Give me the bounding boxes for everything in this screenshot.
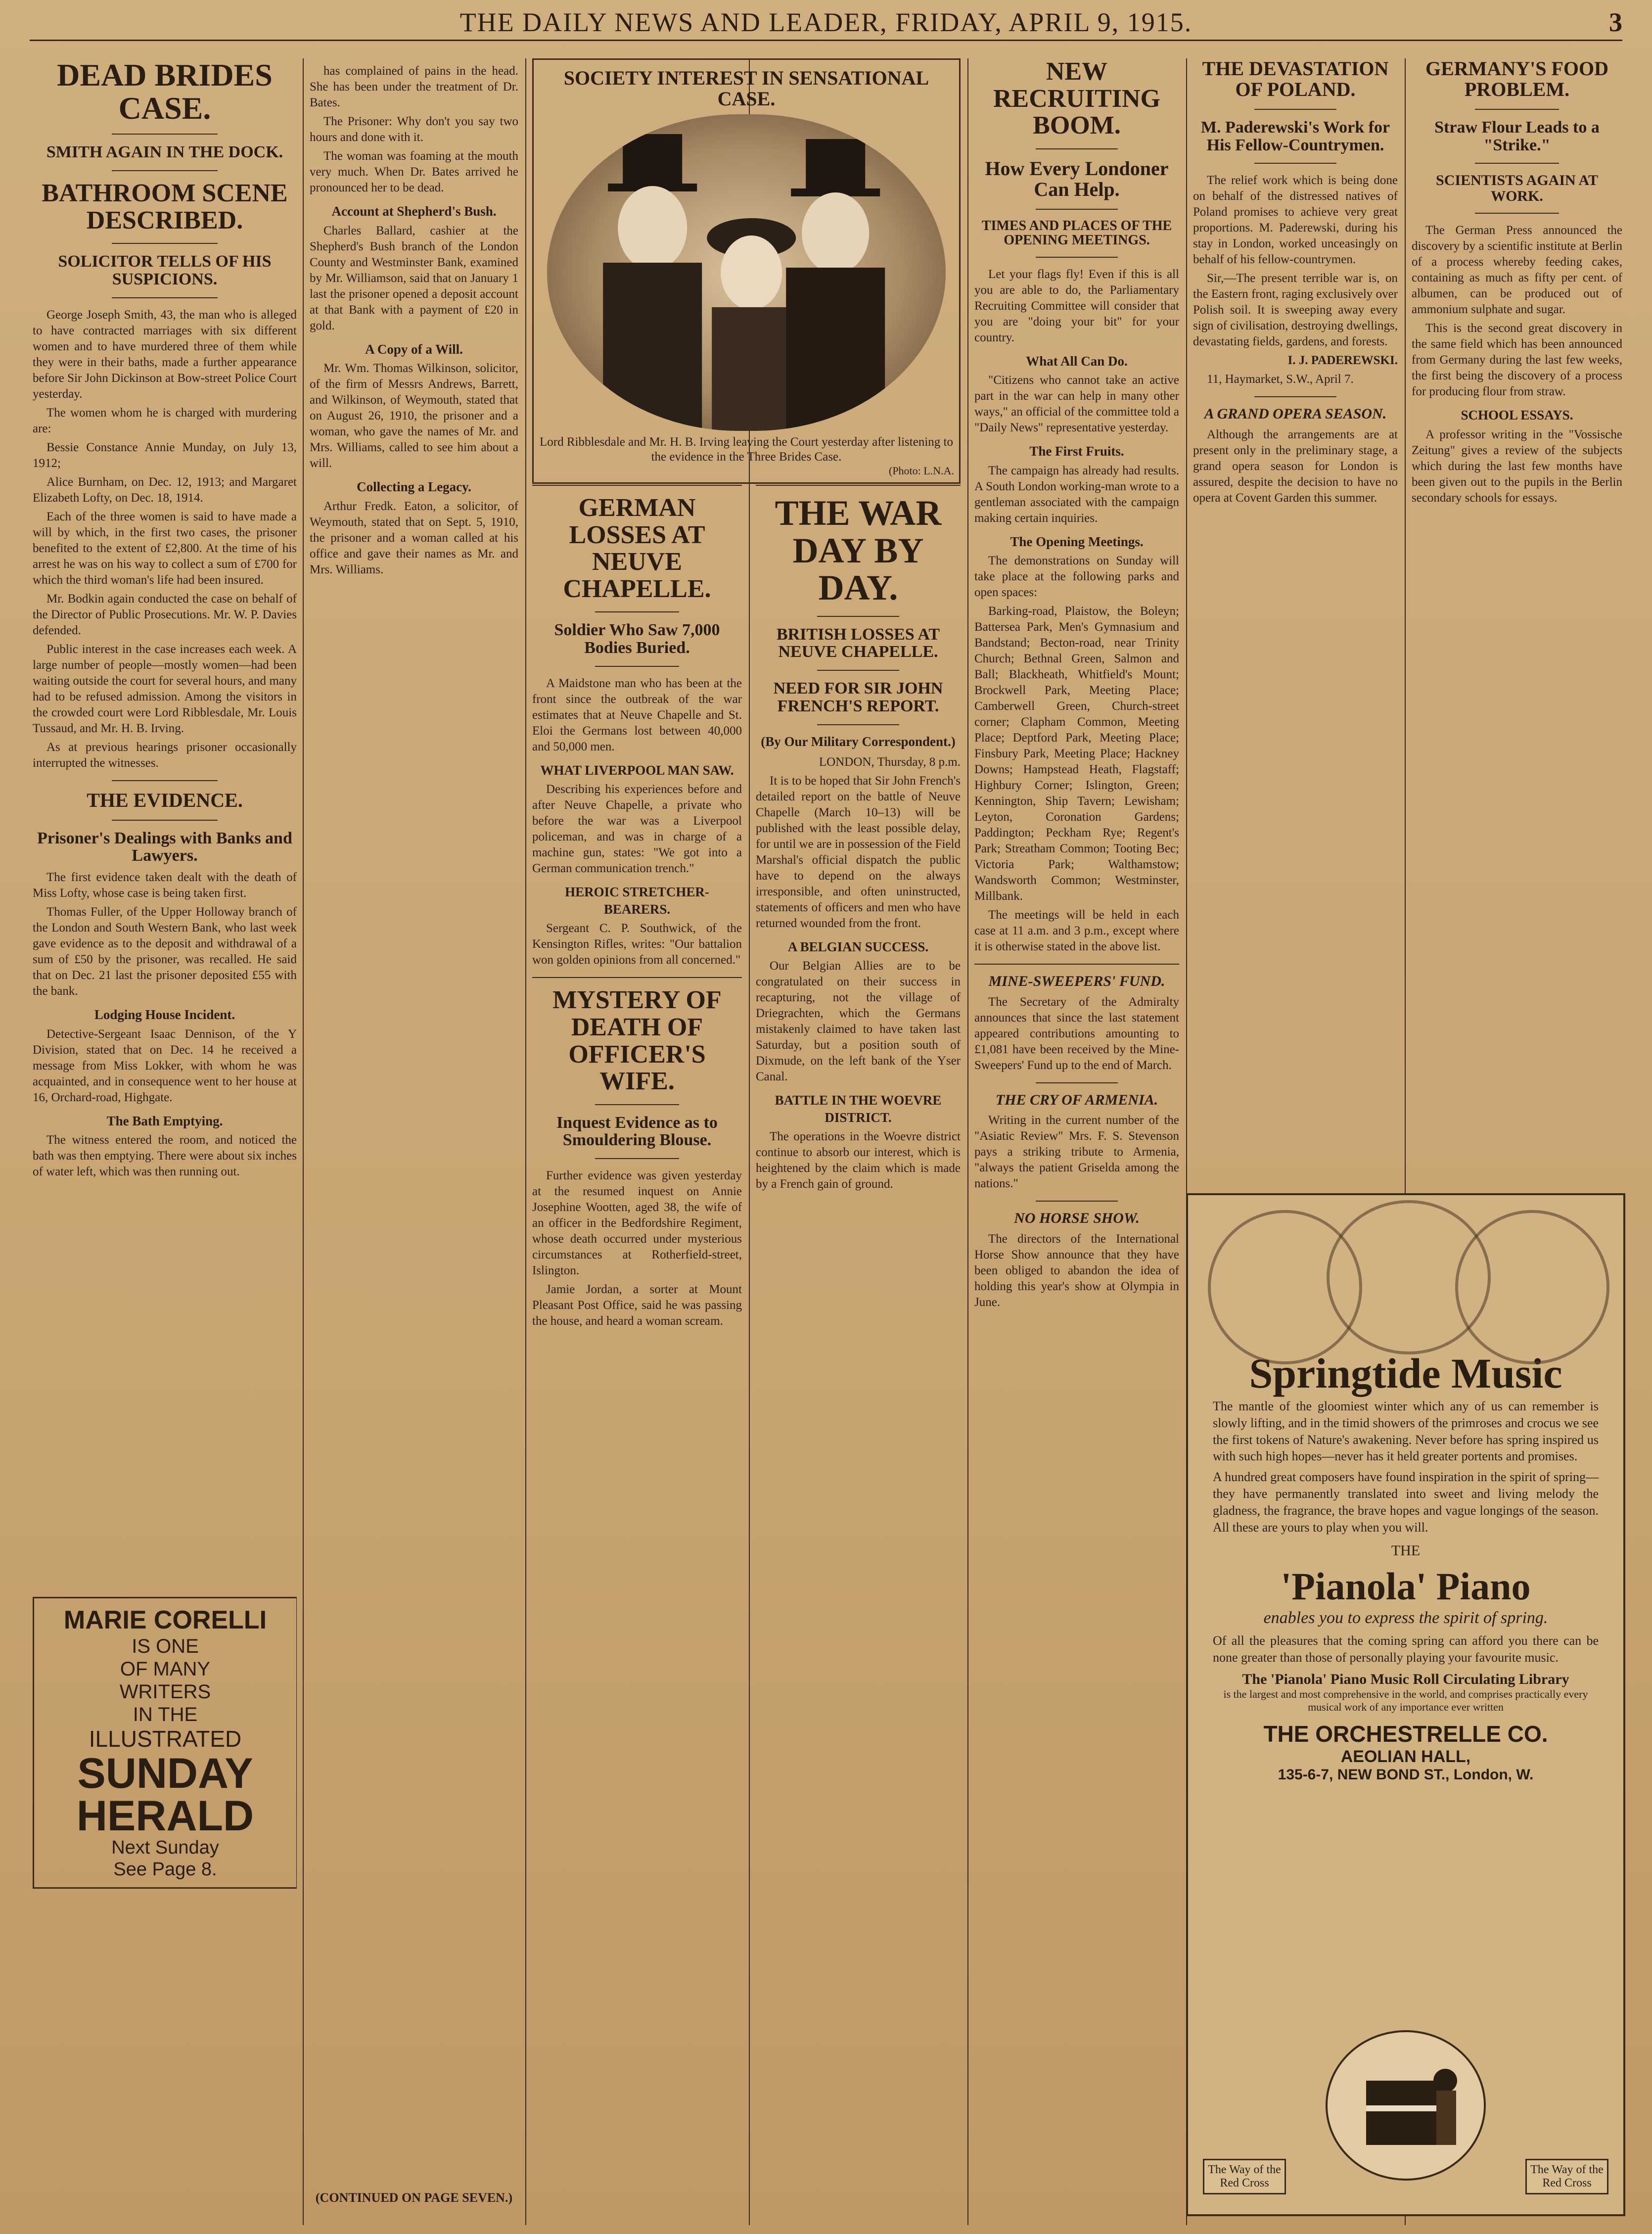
piano-player-illustration bbox=[1322, 2026, 1490, 2185]
column-rule bbox=[967, 58, 968, 2225]
floral-ornament bbox=[1455, 1210, 1609, 1364]
article-body bbox=[532, 676, 742, 969]
paragraph: The German Press announced the discovery by a scientific institute at Berlin of a process whereby feeding cakes, containing as much as fifty per cent. of albumen, can be produced out of ammonium sulphate and sugar. bbox=[1412, 224, 1622, 317]
paragraph: A Maidstone man who has been at the front since the outbreak of the war estimates that at Neuve Chapelle and St. Eloi the Germans lost between 40,000 and 50,000 men. bbox=[532, 676, 742, 753]
paragraph: Arthur Fredk. Eaton, a solicitor, of Weymouth, stated that on Sept. 5, 1910, the prisoner and a woman called at his office and gave their names as Mr. and Mrs. Williams. bbox=[310, 499, 518, 576]
paragraph: Charles Ballard, cashier at the Shepherd's Bush branch of the London County and Westminster Bank, examined by Mr. Williamson, said that on January 1 last the prisoner opened a deposit account at that Bank with a payment of £20 in gold. bbox=[310, 224, 518, 332]
section-heading: THE EVIDENCE. bbox=[87, 789, 243, 811]
column-4 bbox=[756, 485, 961, 2225]
paragraph: Let your flags fly! Even if this is all you are able to do, the Parliamentary Recruiting Committee will consider that you are "doing your bit" for your country. bbox=[974, 267, 1179, 344]
subheading: A Copy of a Will. bbox=[365, 341, 463, 357]
paragraph: The relief work which is being done on behalf of the distressed natives of Poland promises to achieve very great proportions. M. Paderewski, during his stay in London, worked unceasingly on behalf of his fellow-countrymen. bbox=[1193, 174, 1398, 267]
ad-note: is the largest and most comprehensive in the world, and comprises practically every musical work of any importance ever written bbox=[1223, 1687, 1588, 1713]
paragraph: The operations in the Woevre district continue to absorb our interest, which is heightened by the claim which is made by a French gain of ground. bbox=[756, 1130, 961, 1191]
paragraph: A professor writing in the "Vossische Zeitung" gives a review of the subjects which during the last few months have been given out to the pupils in the Berlin secondary schools for essays. bbox=[1412, 427, 1622, 505]
paragraph: Sergeant C. P. Southwick, of the Kensington Rifles, writes: "Our battalion won golden opinions from all concerned." bbox=[532, 922, 742, 967]
column-2 bbox=[310, 58, 518, 2225]
address: 11, Haymarket, S.W., April 7. bbox=[1207, 372, 1354, 386]
subheading: Account at Shepherd's Bush. bbox=[331, 204, 497, 219]
ad-title: Springtide Music bbox=[1249, 1350, 1562, 1397]
subheading: The Bath Emptying. bbox=[106, 1113, 223, 1128]
masthead bbox=[30, 4, 1622, 41]
deck: BATHROOM SCENE DESCRIBED. bbox=[42, 179, 288, 234]
ad-line: OF MANY bbox=[120, 1658, 211, 1680]
ad-brand: 'Pianola' Piano bbox=[1281, 1565, 1531, 1608]
photo-credit: (Photo: L.N.A. bbox=[889, 465, 954, 477]
ad-line: ILLUSTRATED bbox=[89, 1726, 242, 1752]
paragraph: Public interest in the case increases each week. A large number of people—mostly women—had been waiting outside the court for several hours, and many had to be refused admission. Among the visitors in the crowded court were Lord Ribblesdale, Mr. Louis Tussaud, and Mr. H. B. Irving. bbox=[33, 642, 297, 735]
subheading: MINE-SWEEPERS' FUND. bbox=[988, 973, 1165, 990]
byline: (By Our Military Correspondent.) bbox=[761, 734, 956, 749]
ad-line: IS ONE bbox=[132, 1635, 199, 1657]
paragraph: Mr. Bodkin again conducted the case on behalf of the Director of Public Prosecutions. Mr. W. P. Davies defended. bbox=[33, 592, 297, 637]
subheading: HEROIC STRETCHER-BEARERS. bbox=[565, 884, 709, 917]
subheading: What All Can Do. bbox=[1026, 353, 1128, 369]
article-body bbox=[33, 307, 297, 771]
subheading: THE CRY OF ARMENIA. bbox=[995, 1091, 1158, 1108]
ad-the: THE bbox=[1391, 1542, 1421, 1559]
paragraph: has complained of pains in the head. She has been under the treatment of Dr. Bates. bbox=[310, 64, 518, 109]
paragraph: The women whom he is charged with murdering are: bbox=[33, 406, 297, 435]
headline: GERMAN LOSSES AT NEUVE CHAPELLE. bbox=[563, 494, 711, 603]
article-body bbox=[532, 1168, 742, 1329]
article-body bbox=[974, 267, 1179, 955]
paragraph: The campaign has already had results. A South London working-man wrote to a gentleman associated with the campaign making certain inquiries. bbox=[974, 464, 1179, 525]
paragraph: Sir,—The present terrible war is, on the Eastern front, raging exclusively over Polish soil. It is sweeping away every sign of civilisation, destroying dwellings, devastating fields, gardens, and forests. bbox=[1193, 272, 1398, 349]
deck: SOLICITOR TELLS OF HIS SUSPICIONS. bbox=[58, 252, 272, 288]
article-body bbox=[1412, 223, 1622, 506]
red-cross-box: The Way of the Red Cross bbox=[1203, 2159, 1286, 2194]
headline: MYSTERY OF DEATH OF OFFICER'S WIFE. bbox=[552, 986, 722, 1096]
column-rule bbox=[303, 58, 304, 2225]
paragraph: It is to be hoped that Sir John French's detailed report on the battle of Neuve Chapelle (March 10–13) will be published with the least possible delay, for until we are in possession of the Field Marshal's official dispatch the public have to depend on the always irresponsible, and often uninstructed, statements of officers and men who have returned wounded from the front. bbox=[756, 774, 961, 930]
paragraph: Detective-Sergeant Isaac Dennison, of the Y Division, stated that on Dec. 14 he received a message from Miss Lokker, with whom he was acquainted, and in consequence went to her house at 16, Orchard-road, Highgate. bbox=[33, 1027, 297, 1104]
ad-company: THE ORCHESTRELLE CO. bbox=[1263, 1721, 1548, 1747]
paragraph: Describing his experiences before and after Neuve Chapelle, a private who before the war was a Liverpool policeman, and was in charge of a machine gun, states: "We got into a German communication trench." bbox=[532, 783, 742, 876]
column-6 bbox=[1193, 58, 1398, 1186]
subheading: WHAT LIVERPOOL MAN SAW. bbox=[540, 762, 734, 778]
photo-caption: Lord Ribblesdale and Mr. H. B. Irving leaving the Court yesterday after listening to the evidence in the Three Brides Case. bbox=[540, 435, 953, 464]
ad-line: WRITERS bbox=[119, 1681, 211, 1703]
paragraph: The meetings will be held in each case at 11 a.m. and 3 p.m., except where it is otherwise stated in the above list. bbox=[974, 908, 1179, 954]
sunday-herald-ad bbox=[33, 1597, 297, 1889]
photo-frame bbox=[532, 58, 961, 484]
headline: THE WAR DAY BY DAY. bbox=[775, 493, 942, 608]
paragraph: Further evidence was given yesterday at the resumed inquest on Annie Josephine Wootten, aged 38, the wife of an officer in the Bedfordshire Regiment, whose death occurred under mysterious circumstances at Rotherfield-street, Islington. bbox=[532, 1169, 742, 1278]
column-1 bbox=[33, 58, 297, 2225]
dateline: LONDON, Thursday, 8 p.m. bbox=[819, 755, 961, 769]
deck: Straw Flour Leads to a "Strike." bbox=[1434, 118, 1600, 154]
deck: Inquest Evidence as to Smouldering Blouse. bbox=[556, 1113, 718, 1150]
ad-hall: AEOLIAN HALL, bbox=[1340, 1747, 1471, 1766]
photo-heading: SOCIETY INTEREST IN SENSATIONAL CASE. bbox=[563, 67, 929, 110]
pianola-advertisement bbox=[1186, 1193, 1625, 2216]
paragraph: Barking-road, Plaistow, the Boleyn; Battersea Park, Men's Gymnasium and Bandstand; Becton-road, near Trinity Church; Bethnal Green, Salmon and Ball; Blackheath, Whitfield's Mount; Brockwell Park, Meeting Place; Camberwell Green, Church-street corner; Clapham Common, Meeting Place; Deptford Park, Meeting Place; Finsbury Park, Meeting Place; Hackney Downs; Hampstead Heath, Flagstaff; Highbury Corner; Islington, Green; Kennington, Ship Tavern; Lewisham; Leyton, Coronation Gardens; Paddington; Peckham Rye; Regent's Park; Streatham Common; Tooting Bec; Victoria Park; Walthamstow; Wandsworth Common; Westminster, Millbank. bbox=[974, 605, 1179, 903]
paragraph: Alice Burnham, on Dec. 12, 1913; and Margaret Elizabeth Lofty, on Dec. 18, 1914. bbox=[33, 475, 297, 505]
subheading: Collecting a Legacy. bbox=[357, 479, 471, 495]
subheading: A BELGIAN SUCCESS. bbox=[787, 939, 929, 954]
continued-note: (CONTINUED ON PAGE SEVEN.) bbox=[315, 2190, 513, 2205]
paragraph: "Citizens who cannot take an active part in the war can help in many other ways," an official of the committee told a "Daily News" representative yesterday. bbox=[974, 373, 1179, 435]
article-body bbox=[1193, 427, 1398, 506]
paragraph: Writing in the current number of the "Asiatic Review" Mrs. F. S. Stevenson pays a striking tribute to Armenia, "always the patient Griselda among the nations." bbox=[974, 1114, 1179, 1191]
paragraph: The witness entered the room, and noticed the bath was then emptying. There were about six inches of water left, which was then running out. bbox=[33, 1133, 297, 1179]
paragraph: The demonstrations on Sunday will take place at the following parks and open spaces: bbox=[974, 554, 1179, 600]
paragraph: Each of the three women is said to have made a will by which, in the first two cases, the prisoner benefited to the extent of £2,800. At the time of his arrest he was on his way to collect a sum of £700 for which the third woman's life had been insured. bbox=[33, 510, 297, 587]
ad-author: MARIE CORELLI bbox=[63, 1606, 267, 1634]
deck: SCIENTISTS AGAIN AT WORK. bbox=[1436, 172, 1598, 204]
paragraph: The Prisoner: Why don't you say two hours and done with it. bbox=[310, 115, 518, 144]
article-body bbox=[974, 994, 1179, 1073]
column-7 bbox=[1412, 58, 1622, 1186]
signature: I. J. PADEREWSKI. bbox=[1287, 354, 1398, 368]
ad-address: 135-6-7, NEW BOND ST., London, W. bbox=[1278, 1766, 1534, 1783]
deck: Soldier Who Saw 7,000 Bodies Buried. bbox=[554, 621, 720, 657]
paragraph: The directors of the International Horse Show announce that they have been obliged to abandon the idea of holding this year's show at Olympia in June. bbox=[974, 1232, 1179, 1309]
deck: BRITISH LOSSES AT NEUVE CHAPELLE. bbox=[776, 625, 940, 661]
ad-body: A hundred great composers have found inspiration in the spirit of spring—they have permanently translated into sweet and living melody the gladness, the fragrance, the brave hopes and vague longings of the season. All these are yours to play when you will. bbox=[1213, 1470, 1599, 1535]
article-body bbox=[974, 1113, 1179, 1192]
deck: M. Paderewski's Work for His Fellow-Countrymen. bbox=[1200, 118, 1390, 154]
masthead-title: THE DAILY NEWS AND LEADER, FRIDAY, APRIL 9, 1915. bbox=[459, 7, 1193, 37]
ad-paper-name: HERALD bbox=[76, 1792, 254, 1840]
subheading: Lodging House Incident. bbox=[94, 1007, 235, 1022]
ad-line: See Page 8. bbox=[113, 1859, 217, 1880]
subheading: SCHOOL ESSAYS. bbox=[1461, 408, 1573, 423]
photo-feature bbox=[532, 58, 961, 484]
ad-body: The mantle of the gloomiest winter which any of us can remember is slowly lifting, and in the timid showers of the primroses and crocus we see the first tokens of Nature's awakening. Never before has spring inspired us with such high hopes—never has it held greater portents and promises. bbox=[1213, 1399, 1599, 1464]
section-deck: Prisoner's Dealings with Banks and Lawyers. bbox=[37, 829, 292, 865]
paragraph: The Secretary of the Admiralty announces that since the last statement appeared contributions amounting to £1,081 have been received by the Mine-Sweepers' Fund up to the end of March. bbox=[974, 995, 1179, 1072]
headline: THE DEVASTATION OF POLAND. bbox=[1202, 58, 1389, 100]
headline: DEAD BRIDES CASE. bbox=[57, 58, 273, 126]
paragraph: Bessie Constance Annie Munday, on July 13, 1912; bbox=[33, 440, 297, 470]
paragraph: As at previous hearings prisoner occasionally interrupted the witnesses. bbox=[33, 740, 297, 770]
article-body bbox=[310, 63, 518, 578]
paragraph: Although the arrangements are at present only in the preliminary stage, a grand opera season for London is assured, despite the decision to have no opera at Covent Garden this summer. bbox=[1193, 427, 1398, 505]
headline: GERMANY'S FOOD PROBLEM. bbox=[1425, 58, 1608, 100]
paragraph: The woman was foaming at the mouth very much. When Dr. Bates arrived he pronounced her to be dead. bbox=[310, 149, 518, 194]
subheading: A GRAND OPERA SEASON. bbox=[1204, 406, 1387, 422]
article-body bbox=[974, 1231, 1179, 1310]
ad-line: IN THE bbox=[133, 1704, 198, 1725]
subheading: The First Fruits. bbox=[1029, 444, 1124, 459]
ad-body: Of all the pleasures that the coming spring can afford you there can be none greater than those of personally playing your favourite music. bbox=[1213, 1633, 1599, 1665]
photo-figures bbox=[547, 114, 946, 431]
ad-paper-name: SUNDAY bbox=[77, 1749, 253, 1797]
article-body bbox=[756, 754, 961, 1193]
ad-tagline: enables you to express the spirit of spring. bbox=[1263, 1609, 1548, 1628]
paragraph: Jamie Jordan, a sorter at Mount Pleasant Post Office, said he was passing the house, and heard a woman scream. bbox=[532, 1283, 742, 1328]
ad-line: Next Sunday bbox=[111, 1837, 219, 1858]
column-5 bbox=[974, 58, 1179, 2225]
deck: NEED FOR SIR JOHN FRENCH'S REPORT. bbox=[773, 679, 943, 715]
paragraph: Thomas Fuller, of the Upper Holloway branch of the London and South Western Bank, who last week gave evidence as to the deposit and withdrawal of a sum of £50 by the prisoner, was recalled. He said that on Dec. 21 last the prisoner deposited £55 with the bank. bbox=[33, 905, 297, 998]
ad-library: The 'Pianola' Piano Music Roll Circulating Library bbox=[1242, 1671, 1569, 1687]
deck: How Every Londoner Can Help. bbox=[985, 157, 1169, 200]
paragraph: The first evidence taken dealt with the death of Miss Lofty, whose case is being taken first. bbox=[33, 871, 297, 900]
deck: TIMES AND PLACES OF THE OPENING MEETINGS. bbox=[981, 218, 1172, 248]
subheading: NO HORSE SHOW. bbox=[1014, 1210, 1140, 1227]
headline: NEW RECRUITING BOOM. bbox=[993, 58, 1161, 140]
column-3 bbox=[532, 485, 742, 2225]
paragraph: Our Belgian Allies are to be congratulated on their success in recapturing, not the village of Driegrachten, which the Germans mistakenly claimed to have taken last Saturday, but a position south of Dixmude, on the left bank of the Yser Canal. bbox=[756, 959, 961, 1084]
subheading: BATTLE IN THE WOEVRE DISTRICT. bbox=[775, 1093, 942, 1125]
subheading: The Opening Meetings. bbox=[1010, 534, 1144, 549]
column-rule bbox=[525, 58, 526, 2225]
article-body bbox=[1193, 173, 1398, 387]
red-cross-box: The Way of the Red Cross bbox=[1525, 2159, 1608, 2194]
page-number: 3 bbox=[1609, 7, 1622, 37]
deck: SMITH AGAIN IN THE DOCK. bbox=[46, 143, 283, 162]
paragraph: George Joseph Smith, 43, the man who is alleged to have contracted marriages with six different women and to have murdered three of them while they were in their baths, made a further appearance before Sir John Dickinson at Bow-street Police Court yesterday. bbox=[33, 308, 297, 401]
paragraph: Mr. Wm. Thomas Wilkinson, solicitor, of the firm of Messrs Andrews, Barrett, and Wilkinson, of Weymouth, stated that on August 26, 1910, the prisoner and a woman, who gave the names of Mr. and Mrs. Williams, called to see him about a will. bbox=[310, 362, 518, 470]
photograph bbox=[547, 114, 946, 431]
article-body bbox=[33, 870, 297, 1180]
paragraph: This is the second great discovery in the same field which has been announced from Germany during the last few weeks, the first being the discovery of a process for producing flour from straw. bbox=[1412, 322, 1622, 399]
